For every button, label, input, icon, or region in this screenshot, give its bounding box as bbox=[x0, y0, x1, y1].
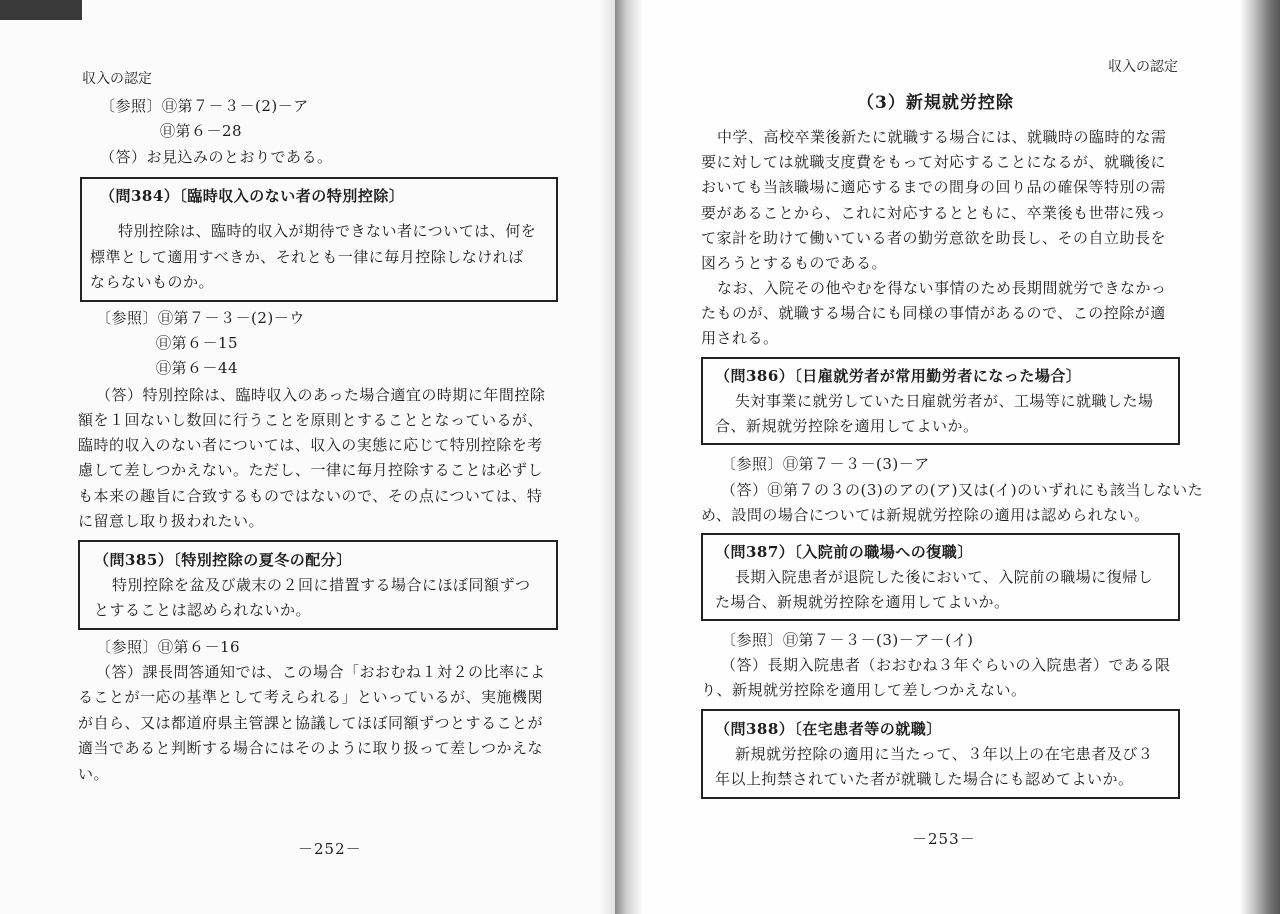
question-body-line: 特別控除を盆及び歳末の２回に措置する場合にほぼ同額ずつ bbox=[112, 576, 531, 594]
gutter-shadow bbox=[615, 0, 643, 914]
answer-line: （答）お見込みのとおりである。 bbox=[100, 148, 333, 166]
running-head-left: 収入の認定 bbox=[82, 71, 152, 87]
question-385-box bbox=[78, 540, 558, 630]
answer-line: （答）長期入院患者（おおむね３年ぐらいの入院患者）である限 bbox=[721, 656, 1171, 674]
intro-line: 要があることから、これに対応するとともに、卒業後も世帯に残っ bbox=[701, 204, 1167, 222]
question-title: （問387）〔入院前の職場への復職〕 bbox=[715, 543, 973, 561]
question-body-line: 長期入院患者が退院した後において、入院前の職場に復帰し bbox=[735, 568, 1154, 586]
page-edge-shadow bbox=[1240, 0, 1280, 914]
intro-line: 要に対しては就職支度費をもって対応することになるが、就職後に bbox=[701, 153, 1167, 171]
reference-line: ㊐第６－15 bbox=[156, 334, 239, 352]
reference-line: ㊐第６－28 bbox=[160, 122, 243, 140]
scan-corner-mark bbox=[0, 0, 82, 20]
answer-line: （答）㊐第７の３の(3)のアの(ア)又は(イ)のいずれにも該当しないた bbox=[721, 481, 1204, 499]
section-title: （3）新規就労控除 bbox=[857, 93, 1014, 113]
answer-line: り、新規就労控除を適用して差しつかえない。 bbox=[701, 681, 1027, 699]
intro-line: て家計を助けて働いている者の勤労意欲を助長し、その自立助長を bbox=[701, 229, 1167, 247]
answer-line: ることが一応の基準として考えられる」といっているが、実施機関 bbox=[78, 688, 544, 706]
reference-line: ㊐第６－44 bbox=[156, 359, 239, 377]
intro-line: 中学、高校卒業後新たに就職する場合には、就職時の臨時的な需 bbox=[717, 128, 1167, 146]
question-body-line: 年以上拘禁されていた者が就職した場合にも認めてよいか。 bbox=[715, 770, 1134, 788]
answer-line: い。 bbox=[78, 765, 110, 783]
question-body-line: 新規就労控除の適用に当たって、３年以上の在宅患者及び３ bbox=[735, 745, 1154, 763]
reference-line: 〔参照〕㊐第７－３－(3)－ア－(イ) bbox=[721, 631, 974, 649]
answer-line: （答）特別控除は、臨時収入のあった場合適宜の時期に年間控除 bbox=[96, 386, 546, 404]
answer-line: に留意し取り扱われたい。 bbox=[78, 512, 265, 530]
question-386-box bbox=[701, 357, 1180, 445]
answer-line: 額を１回ないし数回に行うことを原則とすることとなっているが、 bbox=[78, 411, 544, 429]
left-page bbox=[0, 0, 615, 914]
reference-line: 〔参照〕㊐第７－３－(3)－ア bbox=[721, 455, 930, 473]
question-body-line: 標準として適用すべきか、それとも一律に毎月控除しなければ bbox=[90, 248, 524, 266]
page-number: －253－ bbox=[912, 830, 976, 848]
answer-line: 慮して差しつかえない。ただし、一律に毎月控除することは必ずし bbox=[78, 461, 544, 479]
question-title: （問384）〔臨時収入のない者の特別控除〕 bbox=[100, 187, 405, 205]
answer-line: （答）課長問答通知では、この場合「おおむね１対２の比率によ bbox=[96, 663, 546, 681]
question-body-line: 特別控除は、臨時的収入が期待できない者については、何を bbox=[118, 222, 537, 240]
reference-line: 〔参照〕㊐第７－３－(2)－ウ bbox=[96, 309, 305, 327]
question-384-box bbox=[80, 177, 558, 302]
answer-line: め、設問の場合については新規就労控除の適用は認められない。 bbox=[701, 506, 1150, 524]
answer-line: も本来の趣旨に合致するものではないので、その点については、特 bbox=[78, 487, 543, 505]
question-body-line: ならないものか。 bbox=[90, 273, 215, 291]
right-page bbox=[615, 0, 1280, 914]
question-title: （問386）〔日雇就労者が常用勤労者になった場合〕 bbox=[715, 367, 1082, 385]
question-body-line: とすることは認められないか。 bbox=[94, 601, 312, 619]
intro-line: なお、入院その他やむを得ない事情のため長期間就労できなかっ bbox=[717, 279, 1167, 297]
page-number: －252－ bbox=[298, 840, 362, 858]
question-388-box bbox=[701, 709, 1180, 799]
question-body-line: 合、新規就労控除を適用してよいか。 bbox=[715, 417, 979, 435]
reference-line: 〔参照〕㊐第７－３－(2)－ア bbox=[100, 97, 309, 115]
question-title: （問388）〔在宅患者等の就職〕 bbox=[715, 720, 942, 738]
answer-line: 臨時的収入のない者については、収入の実態に応じて特別控除を考 bbox=[78, 436, 543, 454]
question-387-box bbox=[701, 533, 1180, 621]
intro-line: 図ろうとするものである。 bbox=[701, 254, 888, 272]
question-body-line: 失対事業に就労していた日雇就労者が、工場等に就職した場 bbox=[735, 392, 1154, 410]
intro-line: 用される。 bbox=[701, 329, 779, 347]
intro-line: おいても当該職場に適応するまでの間身の回り品の確保等特別の需 bbox=[701, 178, 1167, 196]
answer-line: 適当であると判断する場合にはそのように取り扱って差しつかえな bbox=[78, 739, 544, 757]
running-head-right: 収入の認定 bbox=[1108, 59, 1178, 75]
question-body-line: た場合、新規就労控除を適用してよいか。 bbox=[715, 593, 1010, 611]
intro-line: たものが、就職する場合にも同様の事情があるので、この控除が適 bbox=[701, 304, 1166, 322]
reference-line: 〔参照〕㊐第６－16 bbox=[96, 638, 241, 656]
answer-line: が自ら、又は都道府県主管課と協議してほぼ同額ずつとすることが bbox=[78, 714, 544, 732]
question-title: （問385）〔特別控除の夏冬の配分〕 bbox=[94, 551, 352, 569]
